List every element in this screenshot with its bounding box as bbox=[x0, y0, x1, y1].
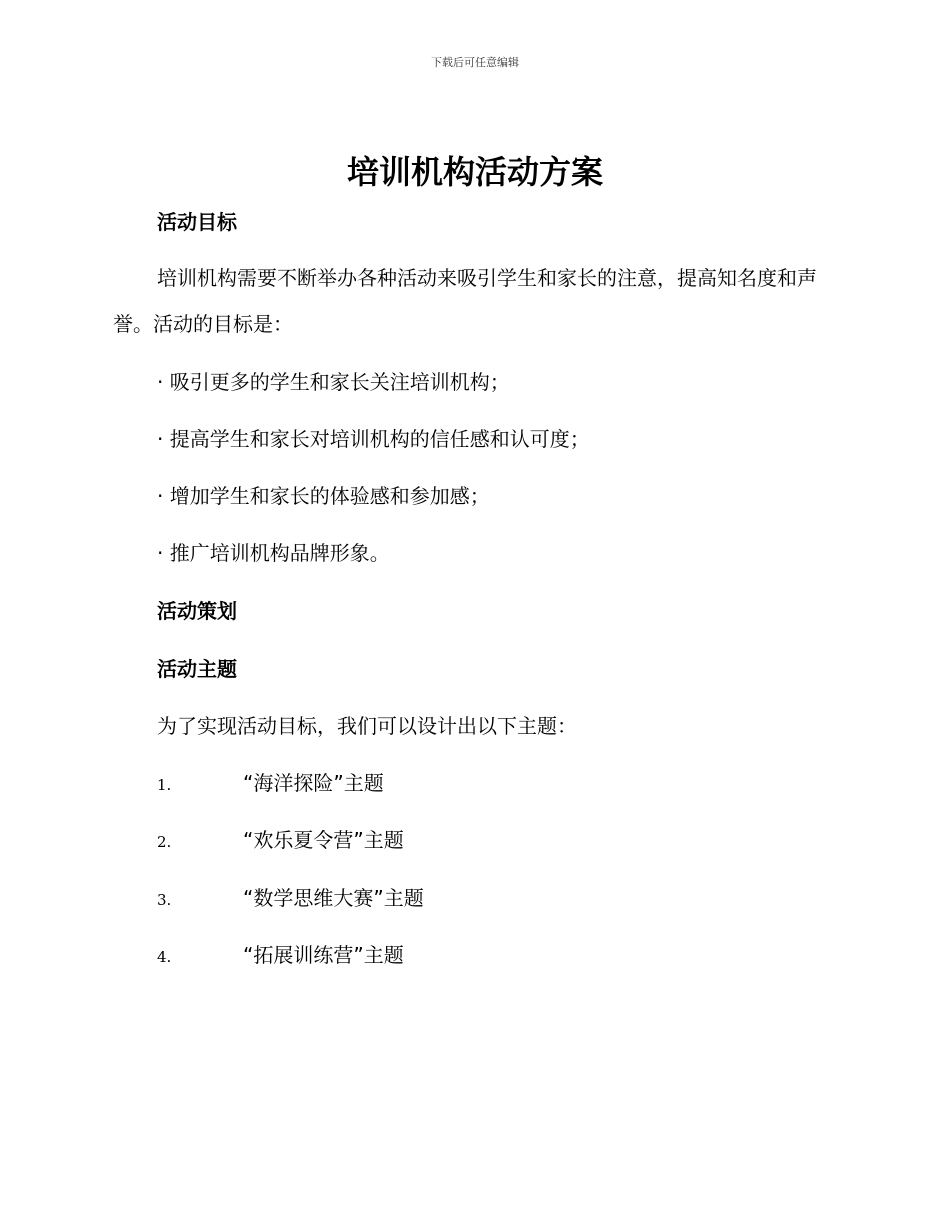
goal-bullet: · 推广培训机构品牌形象。 bbox=[157, 541, 390, 565]
goal-bullet: · 吸引更多的学生和家长关注培训机构； bbox=[157, 370, 510, 394]
theme-list-item bbox=[157, 941, 404, 969]
goal-bullet: · 提高学生和家长对培训机构的信任感和认可度； bbox=[157, 427, 590, 451]
list-number: 4. bbox=[157, 948, 172, 966]
heading-activity-goal: 活动目标 bbox=[157, 210, 237, 234]
theme-list-item bbox=[157, 769, 384, 797]
list-number: 2. bbox=[157, 833, 172, 851]
list-text: “欢乐夏令营”主题 bbox=[243, 828, 404, 852]
list-number: 3. bbox=[157, 891, 172, 909]
goal-paragraph: 培训机构需要不断举办各种活动来吸引学生和家长的注意，提高知名度和声誉。活动的目标是： bbox=[113, 266, 817, 336]
list-number: 1. bbox=[157, 776, 172, 794]
header-note: 下载后可任意编辑 bbox=[431, 56, 519, 69]
goal-bullet: · 增加学生和家长的体验感和参加感； bbox=[157, 484, 490, 508]
list-text: “拓展训练营”主题 bbox=[243, 943, 404, 967]
list-text: “数学思维大赛”主题 bbox=[243, 886, 424, 910]
document-title: 培训机构活动方案 bbox=[346, 153, 603, 191]
heading-activity-theme: 活动主题 bbox=[157, 657, 237, 681]
heading-activity-plan: 活动策划 bbox=[157, 599, 237, 623]
theme-intro: 为了实现活动目标，我们可以设计出以下主题： bbox=[157, 714, 577, 738]
theme-list-item bbox=[157, 826, 404, 854]
list-text: “海洋探险”主题 bbox=[243, 771, 384, 795]
theme-list-item bbox=[157, 884, 424, 912]
